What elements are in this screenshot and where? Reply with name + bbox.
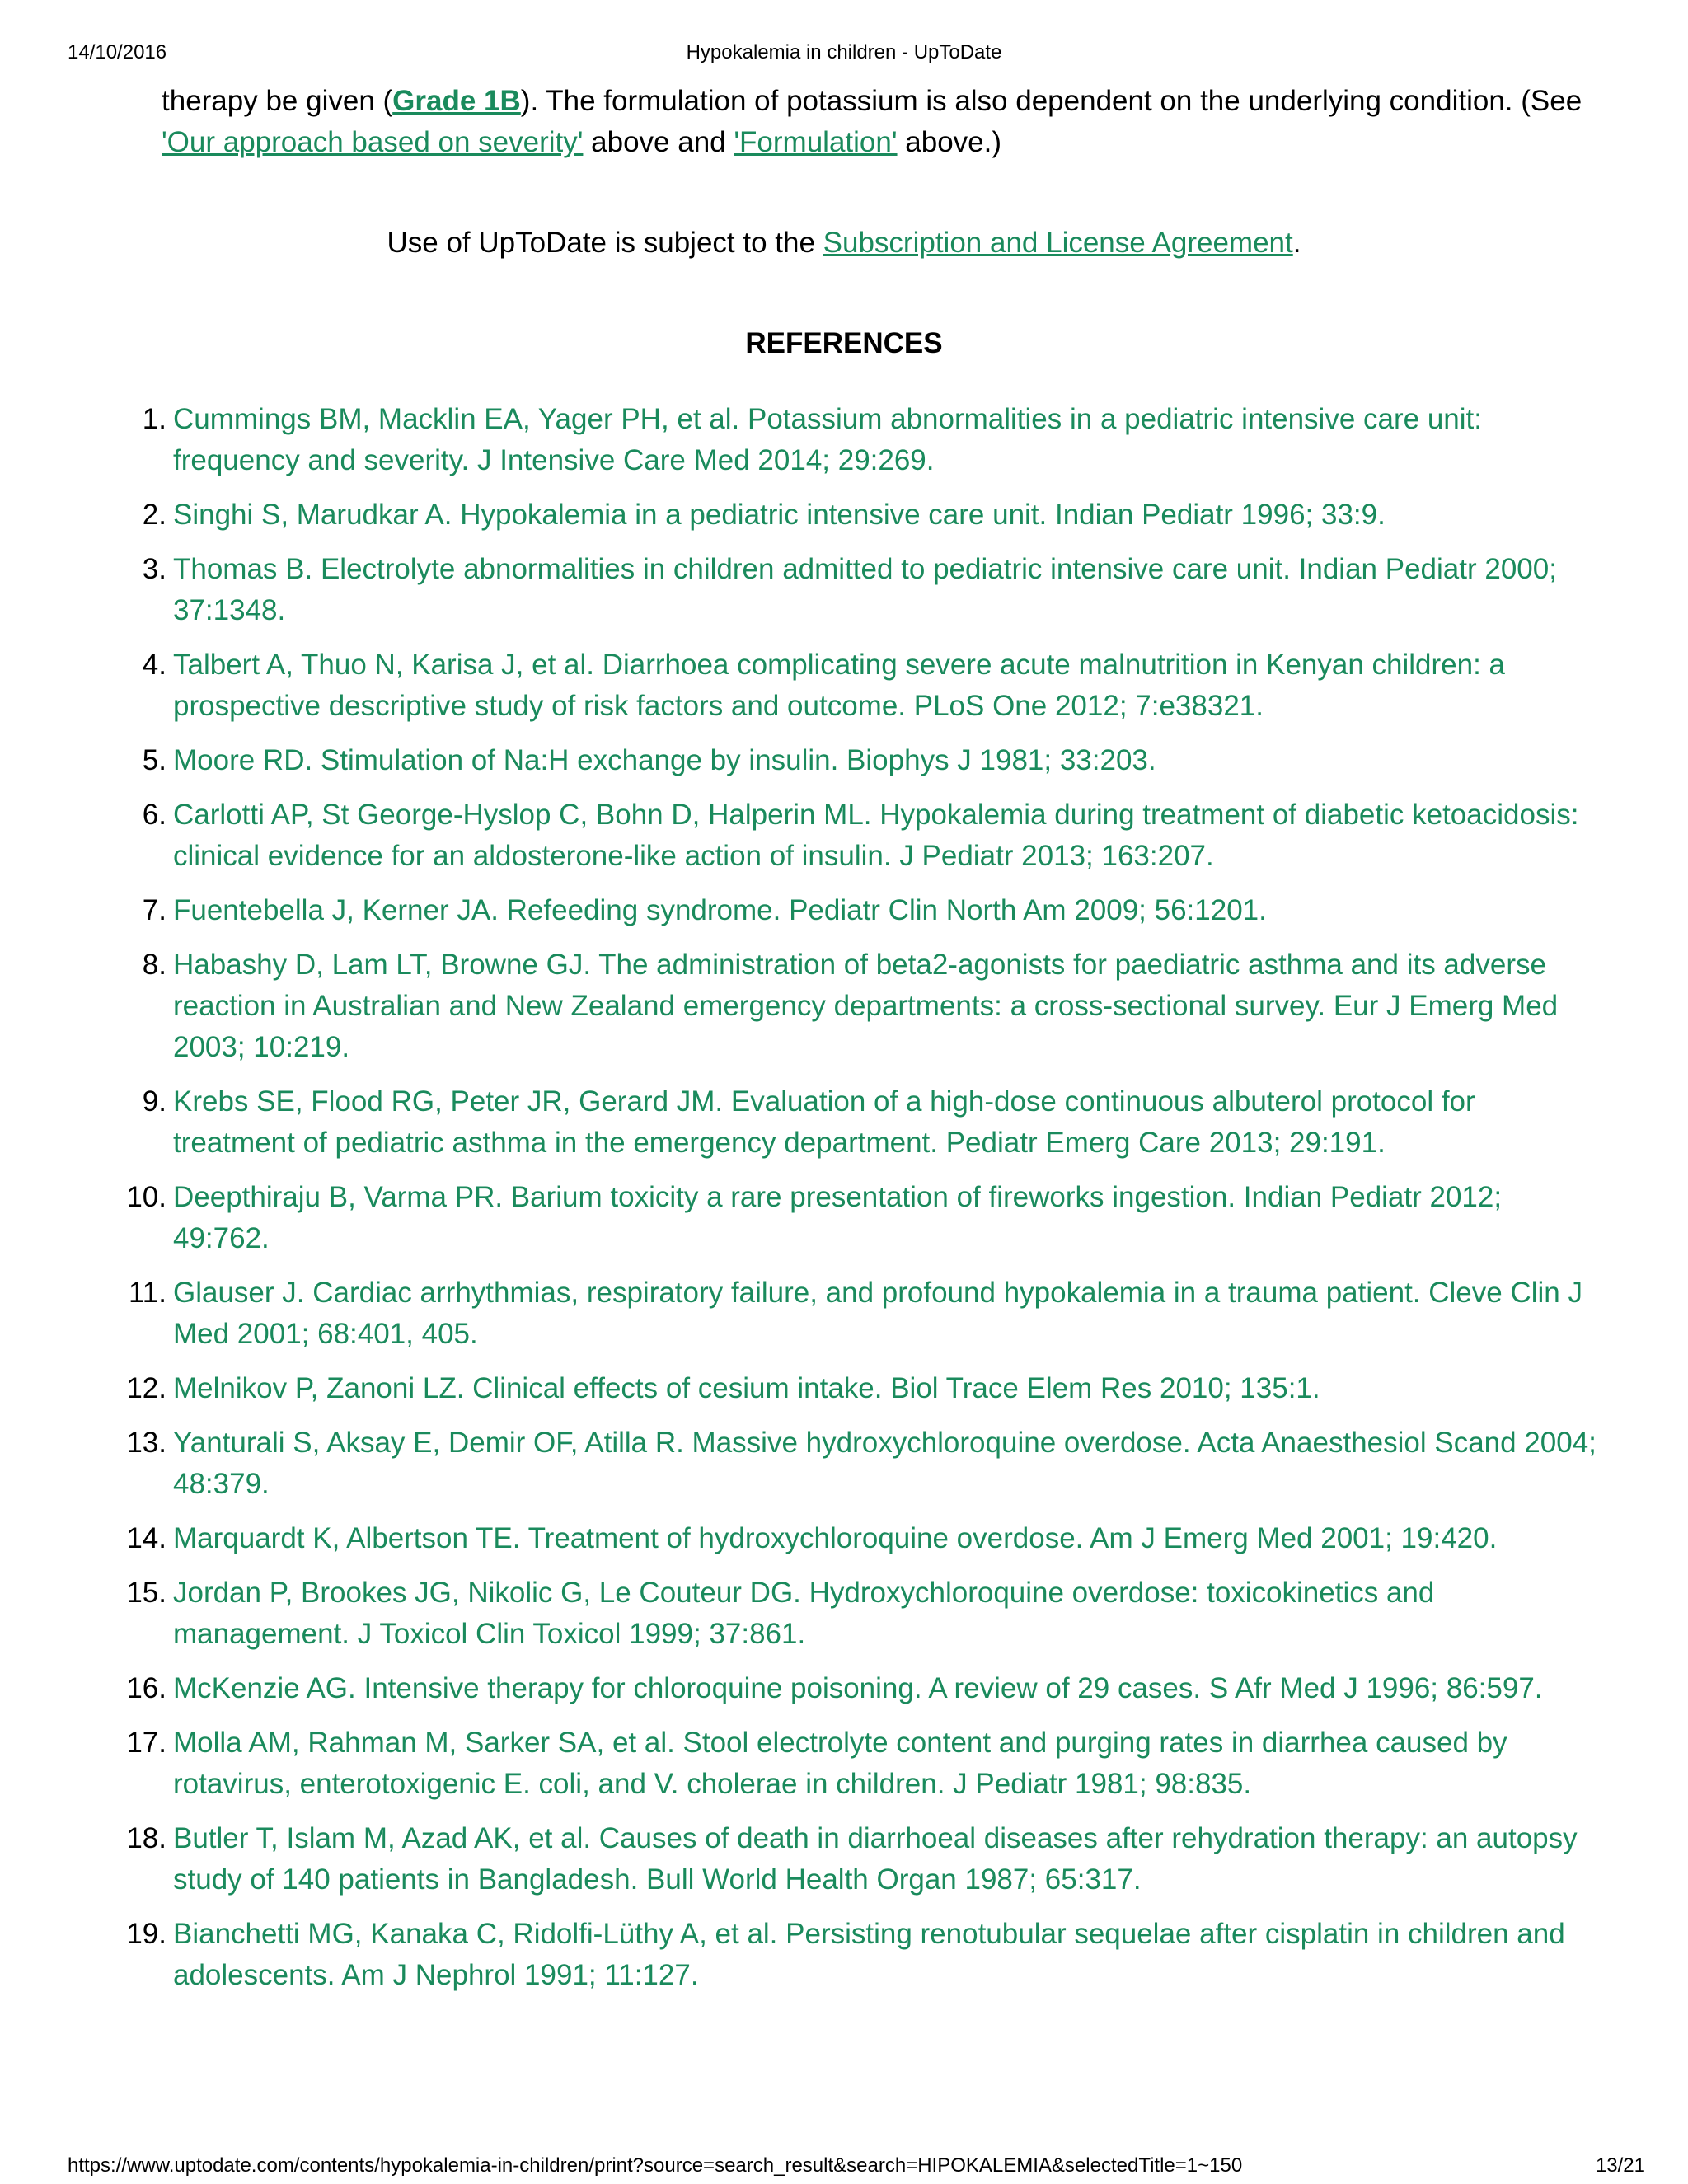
reference-item <box>115 1722 1599 1805</box>
reference-item <box>115 1368 1599 1409</box>
intro-text-1: therapy be given ( <box>162 85 393 117</box>
reference-number: 16. <box>126 1672 166 1704</box>
reference-number: 8. <box>142 949 166 981</box>
reference-item <box>115 1177 1599 1259</box>
reference-link[interactable]: Marquardt K, Albertson TE. Treatment of hydroxychloroquine overdose. Am J Emerg Med 2001; 19:420. <box>173 1522 1498 1554</box>
license-prefix: Use of UpToDate is subject to the <box>387 227 823 259</box>
reference-link[interactable]: Glauser J. Cardiac arrhythmias, respiratory failure, and profound hypokalemia in a trauma patient. Cleve Clin J Med 2001; 68:401, 405. <box>173 1277 1582 1350</box>
print-url: https://www.uptodate.com/contents/hypokalemia-in-children/print?source=search_result&search=HIPOKALEMIA&selectedTitle=1~150 <box>68 2154 1243 2177</box>
reference-link[interactable]: Moore RD. Stimulation of Na:H exchange by insulin. Biophys J 1981; 33:203. <box>173 744 1156 776</box>
reference-number: 12. <box>126 1372 166 1404</box>
severity-approach-link[interactable]: 'Our approach based on severity' <box>162 126 584 158</box>
reference-number: 13. <box>126 1427 166 1459</box>
reference-number: 18. <box>126 1822 166 1854</box>
license-agreement-link[interactable]: Subscription and License Agreement <box>823 227 1293 259</box>
reference-item <box>115 1668 1599 1709</box>
reference-link[interactable]: Fuentebella J, Kerner JA. Refeeding syndrome. Pediatr Clin North Am 2009; 56:1201. <box>173 894 1267 926</box>
reference-item <box>115 1272 1599 1355</box>
reference-item <box>115 399 1599 481</box>
reference-number: 5. <box>142 744 166 776</box>
references-list <box>115 399 1599 2009</box>
references-heading: REFERENCES <box>745 327 943 359</box>
reference-link[interactable]: Krebs SE, Flood RG, Peter JR, Gerard JM. Evaluation of a high-dose continuous albuterol protocol for treatment of pediatric asthma in the emergency department. Pediatr Emerg Care 2013; 29:191. <box>173 1085 1475 1159</box>
reference-item <box>115 1818 1599 1900</box>
reference-number: 7. <box>142 894 166 926</box>
reference-link[interactable]: Thomas B. Electrolyte abnormalities in children admitted to pediatric intensive care unit. Indian Pediatr 2000; 37:1348. <box>173 553 1557 626</box>
reference-link[interactable]: Molla AM, Rahman M, Sarker SA, et al. Stool electrolyte content and purging rates in diarrhea caused by rotavirus, enterotoxigenic E. coli, and V. cholerae in children. J Pediatr 1981; 98:835. <box>173 1727 1507 1800</box>
reference-link[interactable]: Singhi S, Marudkar A. Hypokalemia in a pediatric intensive care unit. Indian Pediatr 1996; 33:9. <box>173 499 1386 531</box>
reference-number: 9. <box>142 1085 166 1118</box>
intro-text-3: above and <box>583 126 734 158</box>
intro-text-4: above.) <box>897 126 1002 158</box>
license-suffix: . <box>1292 227 1301 259</box>
print-page-title: Hypokalemia in children - UpToDate <box>686 41 1002 63</box>
reference-item <box>115 740 1599 781</box>
reference-link[interactable]: Habashy D, Lam LT, Browne GJ. The administration of beta2-agonists for paediatric asthma and its adverse reaction in Australian and New Zealand emergency departments: a cross-sectional survey. Eur J Emerg Med 2003; 10:219. <box>173 949 1559 1063</box>
reference-item <box>115 1572 1599 1655</box>
reference-item <box>115 1081 1599 1164</box>
reference-number: 2. <box>142 499 166 531</box>
reference-item <box>115 549 1599 631</box>
print-date: 14/10/2016 <box>68 41 167 63</box>
reference-item <box>115 1422 1599 1505</box>
reference-item <box>115 890 1599 931</box>
reference-number: 6. <box>142 799 166 831</box>
reference-item <box>115 1914 1599 1996</box>
page-number: 13/21 <box>1595 2154 1645 2177</box>
reference-item <box>115 1518 1599 1559</box>
reference-item <box>115 644 1599 727</box>
grade-1b-link[interactable]: Grade 1B <box>392 85 521 117</box>
reference-number: 14. <box>126 1522 166 1554</box>
reference-number: 15. <box>126 1577 166 1609</box>
reference-link[interactable]: Jordan P, Brookes JG, Nikolic G, Le Couteur DG. Hydroxychloroquine overdose: toxicokinetics and management. J Toxicol Clin Toxicol 1999; 37:861. <box>173 1577 1435 1650</box>
reference-number: 19. <box>126 1918 166 1950</box>
reference-link[interactable]: Melnikov P, Zanoni LZ. Clinical effects of cesium intake. Biol Trace Elem Res 2010; 135:1. <box>173 1372 1320 1404</box>
reference-link[interactable]: Carlotti AP, St George-Hyslop C, Bohn D, Halperin ML. Hypokalemia during treatment of diabetic ketoacidosis: clinical evidence for an aldosterone-like action of insulin. J Pediatr 2013; 163:207. <box>173 799 1579 872</box>
reference-number: 3. <box>142 553 166 585</box>
reference-link[interactable]: Talbert A, Thuo N, Karisa J, et al. Diarrhoea complicating severe acute malnutrition in Kenyan children: a prospective descriptive study of risk factors and outcome. PLoS One 2012; 7:e38321. <box>173 649 1506 722</box>
reference-link[interactable]: Bianchetti MG, Kanaka C, Ridolfi-Lüthy A, et al. Persisting renotubular sequelae after cisplatin in children and adolescents. Am J Nephrol 1991; 11:127. <box>173 1918 1565 1991</box>
reference-item <box>115 494 1599 536</box>
intro-text-2: ). The formulation of potassium is also dependent on the underlying condition. (See <box>520 85 1582 117</box>
reference-number: 1. <box>142 403 166 435</box>
reference-number: 10. <box>126 1181 166 1213</box>
reference-item <box>115 794 1599 877</box>
reference-link[interactable]: Butler T, Islam M, Azad AK, et al. Causes of death in diarrhoeal diseases after rehydration therapy: an autopsy study of 140 patients in Bangladesh. Bull World Health Organ 1987; 65:317. <box>173 1822 1578 1896</box>
formulation-link[interactable]: 'Formulation' <box>734 126 898 158</box>
reference-link[interactable]: McKenzie AG. Intensive therapy for chloroquine poisoning. A review of 29 cases. S Afr Med J 1996; 86:597. <box>173 1672 1543 1704</box>
license-notice <box>0 223 1688 264</box>
reference-link[interactable]: Yanturali S, Aksay E, Demir OF, Atilla R. Massive hydroxychloroquine overdose. Acta Anaesthesiol Scand 2004; 48:379. <box>173 1427 1597 1500</box>
reference-number: 4. <box>142 649 166 681</box>
reference-number: 11. <box>128 1277 166 1309</box>
intro-paragraph <box>162 81 1612 163</box>
reference-link[interactable]: Deepthiraju B, Varma PR. Barium toxicity a rare presentation of fireworks ingestion. Indian Pediatr 2012; 49:762. <box>173 1181 1503 1254</box>
reference-link[interactable]: Cummings BM, Macklin EA, Yager PH, et al. Potassium abnormalities in a pediatric intensive care unit: frequency and severity. J Intensive Care Med 2014; 29:269. <box>173 403 1482 476</box>
reference-item <box>115 944 1599 1068</box>
reference-number: 17. <box>126 1727 166 1759</box>
